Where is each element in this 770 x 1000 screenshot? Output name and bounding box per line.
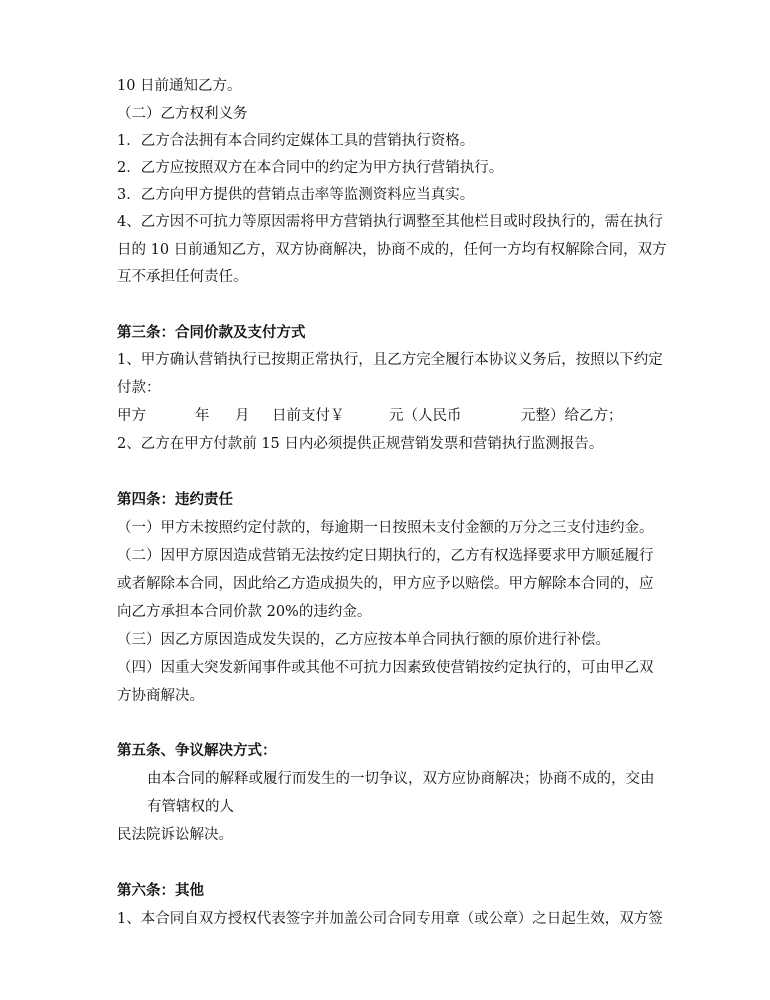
paragraph-line: 向乙方承担本合同价款 20%的违约金。: [117, 604, 372, 620]
section-heading: （二）乙方权利义务: [117, 106, 248, 122]
article-title: 第六条：其他: [117, 882, 204, 899]
paragraph-line: 或者解除本合同，因此给乙方造成损失的，甲方应予以赔偿。甲方解除本合同的，应: [117, 576, 654, 592]
paragraph-line: 2、乙方在甲方付款前 15 日内必须提供正规营销发票和营销执行监测报告。: [117, 436, 604, 452]
article-title: 第三条：合同价款及支付方式: [117, 324, 306, 341]
paragraph-line: 有管辖权的人: [147, 799, 234, 815]
paragraph-line: 10 日前通知乙方。: [117, 78, 242, 94]
article-title: 第五条、争议解决方式：: [117, 742, 277, 759]
payment-year: 年: [195, 408, 210, 424]
list-item: 2．乙方应按照双方在本合同中的约定为甲方执行营销执行。: [117, 160, 504, 176]
payment-rmb: 元（人民币: [389, 408, 462, 424]
paragraph-line: 付款：: [117, 380, 161, 396]
article-title: 第四条：违约责任: [117, 491, 233, 508]
paragraph-line: 互不承担任何责任。: [117, 269, 248, 285]
payment-end: 元整）给乙方；: [521, 408, 623, 424]
payment-party: 甲方: [117, 408, 146, 424]
paragraph-line: （一）甲方未按照约定付款的，每逾期一日按照未支付金额的万分之三支付违约金。: [117, 520, 654, 536]
paragraph-line: 方协商解决。: [117, 688, 204, 704]
paragraph-line: （四）因重大突发新闻事件或其他不可抗力因素致使营销按约定执行的，可由甲乙双: [117, 660, 654, 676]
paragraph-line: 日的 10 日前通知乙方，双方协商解决，协商不成的，任何一方均有权解除合同，双方: [117, 242, 667, 258]
paragraph-line: 民法院诉讼解决。: [117, 827, 233, 843]
paragraph-line: 4、乙方因不可抗力等原因需将甲方营销执行调整至其他栏目或时段执行的，需在执行: [117, 214, 663, 230]
payment-row: [117, 406, 677, 426]
paragraph-line: （二）因甲方原因造成营销无法按约定日期执行的，乙方有权选择要求甲方顺延履行: [117, 548, 654, 564]
paragraph-line: 由本合同的解释或履行而发生的一切争议，双方应协商解决；协商不成的，交由: [147, 771, 655, 787]
list-item: 3．乙方向甲方提供的营销点击率等监测资料应当真实。: [117, 187, 475, 203]
paragraph-line: （三）因乙方原因造成发失误的，乙方应按本单合同执行额的原价进行补偿。: [117, 632, 610, 648]
list-item: 1．乙方合法拥有本合同约定媒体工具的营销执行资格。: [117, 133, 475, 149]
paragraph-line: 1、甲方确认营销执行已按期正常执行，且乙方完全履行本协议义务后，按照以下约定: [117, 352, 663, 368]
paragraph-line: 1、本合同自双方授权代表签字并加盖公司合同专用章（或公章）之日起生效，双方签: [117, 911, 663, 927]
payment-month: 月: [235, 408, 250, 424]
payment-day: 日前支付￥: [272, 408, 345, 424]
